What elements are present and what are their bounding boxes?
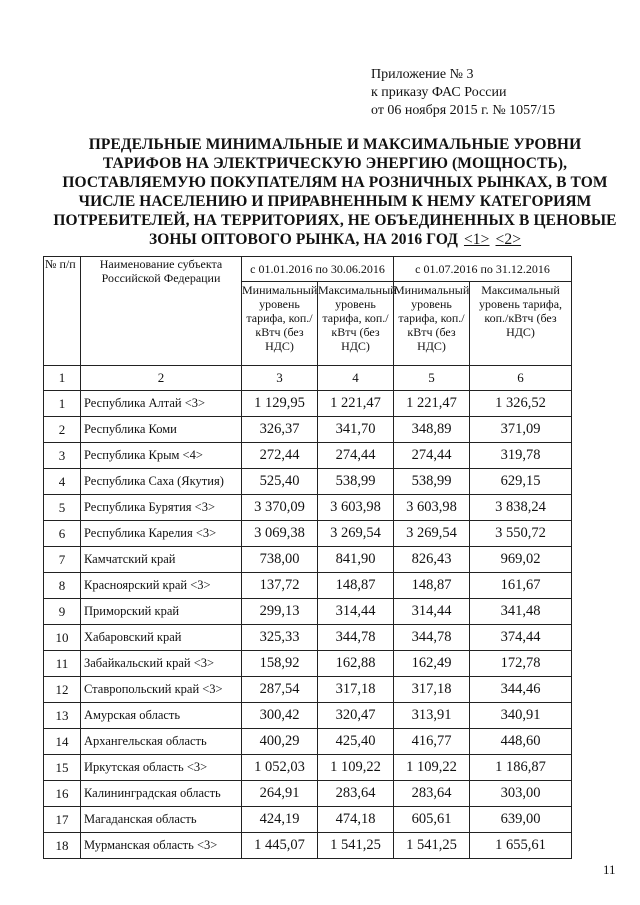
table-row [44, 417, 572, 443]
table-row [44, 729, 572, 755]
min-tariff-h2: 313,91 [394, 703, 470, 729]
row-number: 17 [44, 807, 81, 833]
min-tariff-h1: 326,37 [242, 417, 318, 443]
max-tariff-h2: 319,78 [470, 443, 572, 469]
footnote-link-1[interactable]: <1> [463, 231, 490, 248]
appendix-date: от 06 ноября 2015 г. № 1057/15 [371, 103, 556, 118]
min-tariff-h2: 416,77 [394, 729, 470, 755]
min-tariff-h1: 300,42 [242, 703, 318, 729]
row-number: 9 [44, 599, 81, 625]
subject-name: Республика Бурятия <3> [81, 495, 242, 521]
table-row [44, 573, 572, 599]
min-tariff-h1: 325,33 [242, 625, 318, 651]
min-tariff-h1: 158,92 [242, 651, 318, 677]
min-tariff-h2: 344,78 [394, 625, 470, 651]
min-tariff-h1: 137,72 [242, 573, 318, 599]
max-tariff-h2: 172,78 [470, 651, 572, 677]
min-tariff-h1: 3 069,38 [242, 521, 318, 547]
subject-name: Амурская область [81, 703, 242, 729]
max-tariff-h1: 320,47 [318, 703, 394, 729]
max-tariff-h1: 148,87 [318, 573, 394, 599]
min-tariff-h1: 738,00 [242, 547, 318, 573]
max-tariff-h2: 448,60 [470, 729, 572, 755]
min-tariff-h2: 3 603,98 [394, 495, 470, 521]
table-row [44, 807, 572, 833]
tariff-table [43, 256, 572, 859]
max-tariff-h1: 1 541,25 [318, 833, 394, 859]
row-number: 5 [44, 495, 81, 521]
max-tariff-h2: 303,00 [470, 781, 572, 807]
max-tariff-h1: 314,44 [318, 599, 394, 625]
max-tariff-h1: 344,78 [318, 625, 394, 651]
header-subject: Наименование субъекта Российской Федерации [81, 257, 242, 366]
min-tariff-h1: 287,54 [242, 677, 318, 703]
subject-name: Республика Саха (Якутия) [81, 469, 242, 495]
row-number: 4 [44, 469, 81, 495]
row-number: 10 [44, 625, 81, 651]
min-tariff-h2: 538,99 [394, 469, 470, 495]
min-tariff-h1: 3 370,09 [242, 495, 318, 521]
title-line: ПОТРЕБИТЕЛЕЙ, НА ТЕРРИТОРИЯХ, НЕ ОБЪЕДИНЕННЫХ В ЦЕНОВЫЕ [53, 212, 617, 229]
row-number: 7 [44, 547, 81, 573]
footnote-link-2[interactable]: <2> [495, 231, 522, 248]
column-number: 1 [44, 366, 81, 391]
table-row [44, 677, 572, 703]
table-row [44, 599, 572, 625]
min-tariff-h2: 605,61 [394, 807, 470, 833]
appendix-reference [371, 66, 555, 120]
max-tariff-h1: 1 109,22 [318, 755, 394, 781]
table-row [44, 547, 572, 573]
max-tariff-h2: 1 326,52 [470, 391, 572, 417]
min-tariff-h2: 1 109,22 [394, 755, 470, 781]
subject-name: Хабаровский край [81, 625, 242, 651]
subject-name: Приморский край [81, 599, 242, 625]
min-tariff-h2: 314,44 [394, 599, 470, 625]
max-tariff-h2: 371,09 [470, 417, 572, 443]
table-row [44, 443, 572, 469]
max-tariff-h2: 340,91 [470, 703, 572, 729]
subject-name: Республика Карелия <3> [81, 521, 242, 547]
page-number: 11 [603, 862, 616, 877]
min-tariff-h2: 283,64 [394, 781, 470, 807]
subject-name: Камчатский край [81, 547, 242, 573]
min-tariff-h1: 525,40 [242, 469, 318, 495]
table-row [44, 495, 572, 521]
max-tariff-h1: 538,99 [318, 469, 394, 495]
max-tariff-h1: 341,70 [318, 417, 394, 443]
subject-name: Калининградская область [81, 781, 242, 807]
max-tariff-h2: 3 838,24 [470, 495, 572, 521]
max-tariff-h2: 161,67 [470, 573, 572, 599]
table-row [44, 755, 572, 781]
max-tariff-h1: 474,18 [318, 807, 394, 833]
subject-name: Магаданская область [81, 807, 242, 833]
row-number: 6 [44, 521, 81, 547]
row-number: 14 [44, 729, 81, 755]
column-number: 5 [394, 366, 470, 391]
min-tariff-h1: 400,29 [242, 729, 318, 755]
min-tariff-h1: 264,91 [242, 781, 318, 807]
subject-name: Мурманская область <3> [81, 833, 242, 859]
table-row [44, 833, 572, 859]
subject-name: Иркутская область <3> [81, 755, 242, 781]
document-title [40, 135, 630, 249]
header-max-tariff-1: Максимальный уровень тарифа, коп./кВтч (без НДС) [318, 282, 394, 366]
subject-name: Забайкальский край <3> [81, 651, 242, 677]
subject-name: Красноярский край <3> [81, 573, 242, 599]
header-period-2: с 01.07.2016 по 31.12.2016 [394, 257, 572, 282]
column-numbers-row [44, 366, 572, 391]
max-tariff-h1: 425,40 [318, 729, 394, 755]
table-row [44, 781, 572, 807]
min-tariff-h2: 1 541,25 [394, 833, 470, 859]
table-row [44, 521, 572, 547]
table-row [44, 625, 572, 651]
header-min-tariff-2: Минимальный уровень тарифа, коп./кВтч (без НДС) [394, 282, 470, 366]
subject-name: Республика Алтай <3> [81, 391, 242, 417]
subject-name: Архангельская область [81, 729, 242, 755]
header-period-1: с 01.01.2016 по 30.06.2016 [242, 257, 394, 282]
row-number: 8 [44, 573, 81, 599]
row-number: 13 [44, 703, 81, 729]
header-min-tariff-1: Минимальный уровень тарифа, коп./кВтч (без НДС) [242, 282, 318, 366]
min-tariff-h1: 272,44 [242, 443, 318, 469]
max-tariff-h1: 162,88 [318, 651, 394, 677]
max-tariff-h2: 1 186,87 [470, 755, 572, 781]
max-tariff-h1: 3 603,98 [318, 495, 394, 521]
min-tariff-h1: 424,19 [242, 807, 318, 833]
max-tariff-h2: 3 550,72 [470, 521, 572, 547]
title-line: ПРЕДЕЛЬНЫЕ МИНИМАЛЬНЫЕ И МАКСИМАЛЬНЫЕ УРОВНИ [88, 136, 582, 153]
title-line: ТАРИФОВ НА ЭЛЕКТРИЧЕСКУЮ ЭНЕРГИЮ (МОЩНОСТЬ), [102, 155, 568, 172]
column-number: 3 [242, 366, 318, 391]
table-row [44, 703, 572, 729]
table-row [44, 651, 572, 677]
min-tariff-h2: 1 221,47 [394, 391, 470, 417]
min-tariff-h1: 1 129,95 [242, 391, 318, 417]
subject-name: Республика Коми [81, 417, 242, 443]
row-number: 12 [44, 677, 81, 703]
min-tariff-h1: 299,13 [242, 599, 318, 625]
max-tariff-h2: 374,44 [470, 625, 572, 651]
row-number: 2 [44, 417, 81, 443]
table-row [44, 391, 572, 417]
max-tariff-h2: 969,02 [470, 547, 572, 573]
table-row [44, 469, 572, 495]
max-tariff-h2: 344,46 [470, 677, 572, 703]
column-number: 6 [470, 366, 572, 391]
min-tariff-h2: 317,18 [394, 677, 470, 703]
row-number: 16 [44, 781, 81, 807]
appendix-order: к приказу ФАС России [371, 85, 507, 100]
title-line-last [40, 230, 630, 249]
min-tariff-h2: 3 269,54 [394, 521, 470, 547]
max-tariff-h1: 274,44 [318, 443, 394, 469]
title-line: ПОСТАВЛЯЕМУЮ ПОКУПАТЕЛЯМ НА РОЗНИЧНЫХ РЫНКАХ, В ТОМ [62, 174, 608, 191]
min-tariff-h2: 148,87 [394, 573, 470, 599]
min-tariff-h2: 348,89 [394, 417, 470, 443]
max-tariff-h2: 1 655,61 [470, 833, 572, 859]
max-tariff-h1: 1 221,47 [318, 391, 394, 417]
min-tariff-h2: 826,43 [394, 547, 470, 573]
title-line: ЧИСЛЕ НАСЕЛЕНИЮ И ПРИРАВНЕННЫМ К НЕМУ КАТЕГОРИЯМ [78, 193, 592, 210]
min-tariff-h2: 274,44 [394, 443, 470, 469]
max-tariff-h1: 317,18 [318, 677, 394, 703]
row-number: 3 [44, 443, 81, 469]
min-tariff-h2: 162,49 [394, 651, 470, 677]
max-tariff-h2: 629,15 [470, 469, 572, 495]
column-number: 4 [318, 366, 394, 391]
max-tariff-h2: 341,48 [470, 599, 572, 625]
row-number: 15 [44, 755, 81, 781]
max-tariff-h1: 841,90 [318, 547, 394, 573]
max-tariff-h1: 283,64 [318, 781, 394, 807]
max-tariff-h1: 3 269,54 [318, 521, 394, 547]
min-tariff-h1: 1 445,07 [242, 833, 318, 859]
row-number: 18 [44, 833, 81, 859]
subject-name: Ставропольский край <3> [81, 677, 242, 703]
header-max-tariff-2: Максимальный уровень тарифа, коп./кВтч (без НДС) [470, 282, 572, 366]
appendix-number: Приложение № 3 [371, 67, 474, 82]
max-tariff-h2: 639,00 [470, 807, 572, 833]
column-number: 2 [81, 366, 242, 391]
title-line-text: ЗОНЫ ОПТОВОГО РЫНКА, НА 2016 ГОД [148, 231, 458, 248]
row-number: 11 [44, 651, 81, 677]
row-number: 1 [44, 391, 81, 417]
header-row-number: № п/п [44, 257, 81, 366]
subject-name: Республика Крым <4> [81, 443, 242, 469]
min-tariff-h1: 1 052,03 [242, 755, 318, 781]
